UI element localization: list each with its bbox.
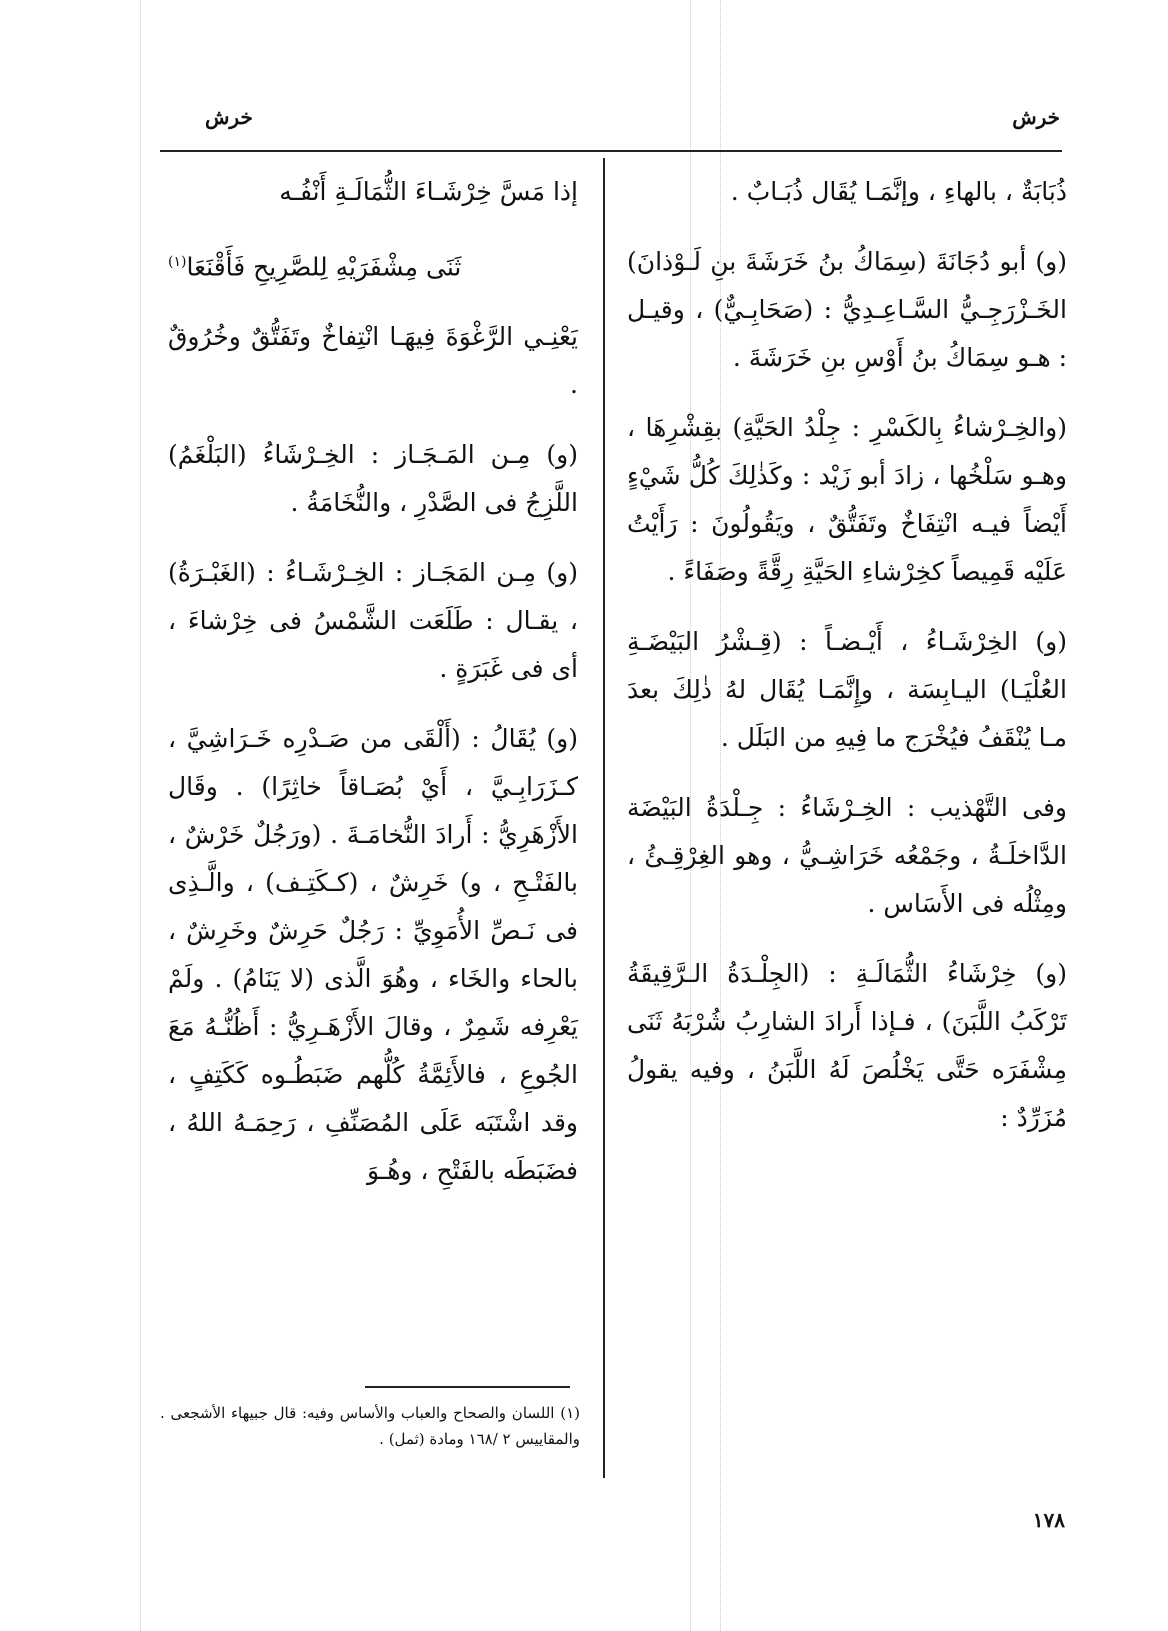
paragraph: (و) الخِرْشَـاءُ ، أَيْـضـاً : (قِـشْرُ البَيْضَـةِ العُلْيَـا) اليـابِسَة ، وإِنَّمَـا يُقَال لهُ ذٰلِكَ بعدَ مـا يُنْقَفُ فيُخْرَج ما فِيهِ من البَلَل . bbox=[627, 627, 1067, 752]
left-column bbox=[168, 168, 578, 1217]
paragraph: وفى التَّهْذيب : الخِـرْشَاءُ : جِـلْدَةُ البَيْضَة الدَّاخلَـةُ ، وجَمْعُه خَرَاشِـيُّ ، وهو الغِرْقِـئُ ، ومِثْلُه فى الأَسَاس . bbox=[627, 793, 1067, 918]
footnote: (١) اللسان والصحاح والعباب والأساس وفيه: قال جبيهاء الأشجعى . والمقاييس ٢ /١٦٨ ومادة (ثمل) . bbox=[160, 1404, 580, 1448]
verse-line-1: إذا مَسَّ خِرْشَـاءَ الثُّمَالَـةِ أَنْفُـه bbox=[279, 177, 578, 206]
header-rule bbox=[160, 150, 1062, 152]
paragraph: ذُبَابَةٌ ، بالهاءِ ، وإنَّمَـا يُقَال ذُبَـابٌ . bbox=[730, 177, 1067, 206]
paragraph: (و) أبو دُجَانَةَ (سِمَاكُ بنُ خَرَشَةَ بنِ لَـوْذانَ) الخَـزْرَجِـيُّ السَّـاعِـدِيُّ : (صَحَابِـيٌّ) ، وقيـل : هـو سِمَاكُ بنُ أَوْسِ بنِ خَرَشَةَ . bbox=[627, 247, 1067, 372]
paragraph: (و) مِـن المَجَـاز : الخِـرْشَـاءُ : (الغَبْـرَةُ) ، يقـال : طَلَعَت الشَّمْسُ فى خِرْشاءَ ، أى فى غَبَرَةٍ . bbox=[168, 558, 578, 684]
paragraph: (و) يُقَالُ : (أَلْقَى من صَـدْرِه خَـرَاشِيَّ ، كـزَرَابِـيَّ ، أَيْ بُصَـاقاً خاثِرًا) . وقَال الأَزْهَرِيُّ : أَرادَ النُّخامَـةَ . (ورَجُلٌ خَرْشٌ ، بالفَتْـحِ ، و) خَرِشٌ ، (كـكَتِـف) ، والَّـذِى فى نَـصِّ الأُمَوِيِّ : رَجُلٌ حَرِشٌ وخَرِشٌ ، بالحاء والخَاء ، وهُوَ الَّذى (لا يَنَامُ) . ولَمْ يَعْرِفه شَمِرٌ ، وقالَ الأَزْهَـرِيُّ : أَظُنُّـهُ مَعَ الجُوعِ ، فالأَئِمَّةُ كُلُّهم ضَبَطُـوه كَكَتِفٍ ، وقد اشْتَبَه عَلَى المُصَنِّفِ ، رَحِمَـهُ اللهُ ، فضَبَطَه بالفَتْحِ ، وهُـوَ bbox=[168, 724, 578, 1186]
paragraph: يَعْنِـي الرَّغْوَةَ فِيهَـا انْتِفاخٌ وتَفَتُّقٌ وخُرُوقٌ . bbox=[168, 322, 578, 400]
paragraph: (والخِـرْشاءُ بِالكَسْرِ : جِلْدُ الحَيَّةِ) بقِشْرِهَا ، وهـو سَلْخُها ، زادَ أبو زَيْد : وكَذٰلِكَ كُلُّ شَيْءٍ أَيْضاً فيـه انْتِفَاخٌ وتَفَتُّقٌ ، ويَقُولُونَ : رَأَيْتُ عَلَيْه قَمِيصاً كخِرْشاءِ الحَيَّةِ رِقَّةً وصَفَاءً . bbox=[627, 413, 1067, 586]
page-header bbox=[160, 105, 1060, 145]
margin-guide-line bbox=[140, 0, 141, 1631]
column-divider bbox=[603, 158, 605, 1478]
paragraph: (و) خِرْشَاءُ الثُّمَالَـةِ : (الجِلْـدَةُ الـرَّقِيقَةُ تَرْكَبُ اللَّبَنَ) ، فـإذا أَرادَ الشارِبُ شُرْبَهُ ثَنَى مِشْفَرَه حَتَّى يَخْلُصَ لَهُ اللَّبَنُ ، وفيه يقولُ مُزَرِّدٌ : bbox=[627, 959, 1067, 1132]
footnote-marker: (١) bbox=[168, 254, 187, 270]
page-number: ١٧٨ bbox=[1032, 1508, 1065, 1532]
right-column bbox=[627, 168, 1067, 1164]
verse-line-2-text: ثَنَى مِشْفَرَيْهِ لِلصَّرِيحِ فَأَقْنَعَا bbox=[186, 252, 462, 282]
left-headword: خرش bbox=[205, 105, 253, 129]
right-headword: خرش bbox=[1012, 105, 1060, 129]
verse-line-2 bbox=[168, 238, 578, 291]
footnote-rule bbox=[365, 1386, 570, 1388]
paragraph: (و) مِـن المَـجَـاز : الخِـرْشَاءُ (البَلْغَمُ) اللَّزِجُ فى الصَّدْرِ ، والنُّخَامَةُ . bbox=[168, 440, 578, 518]
